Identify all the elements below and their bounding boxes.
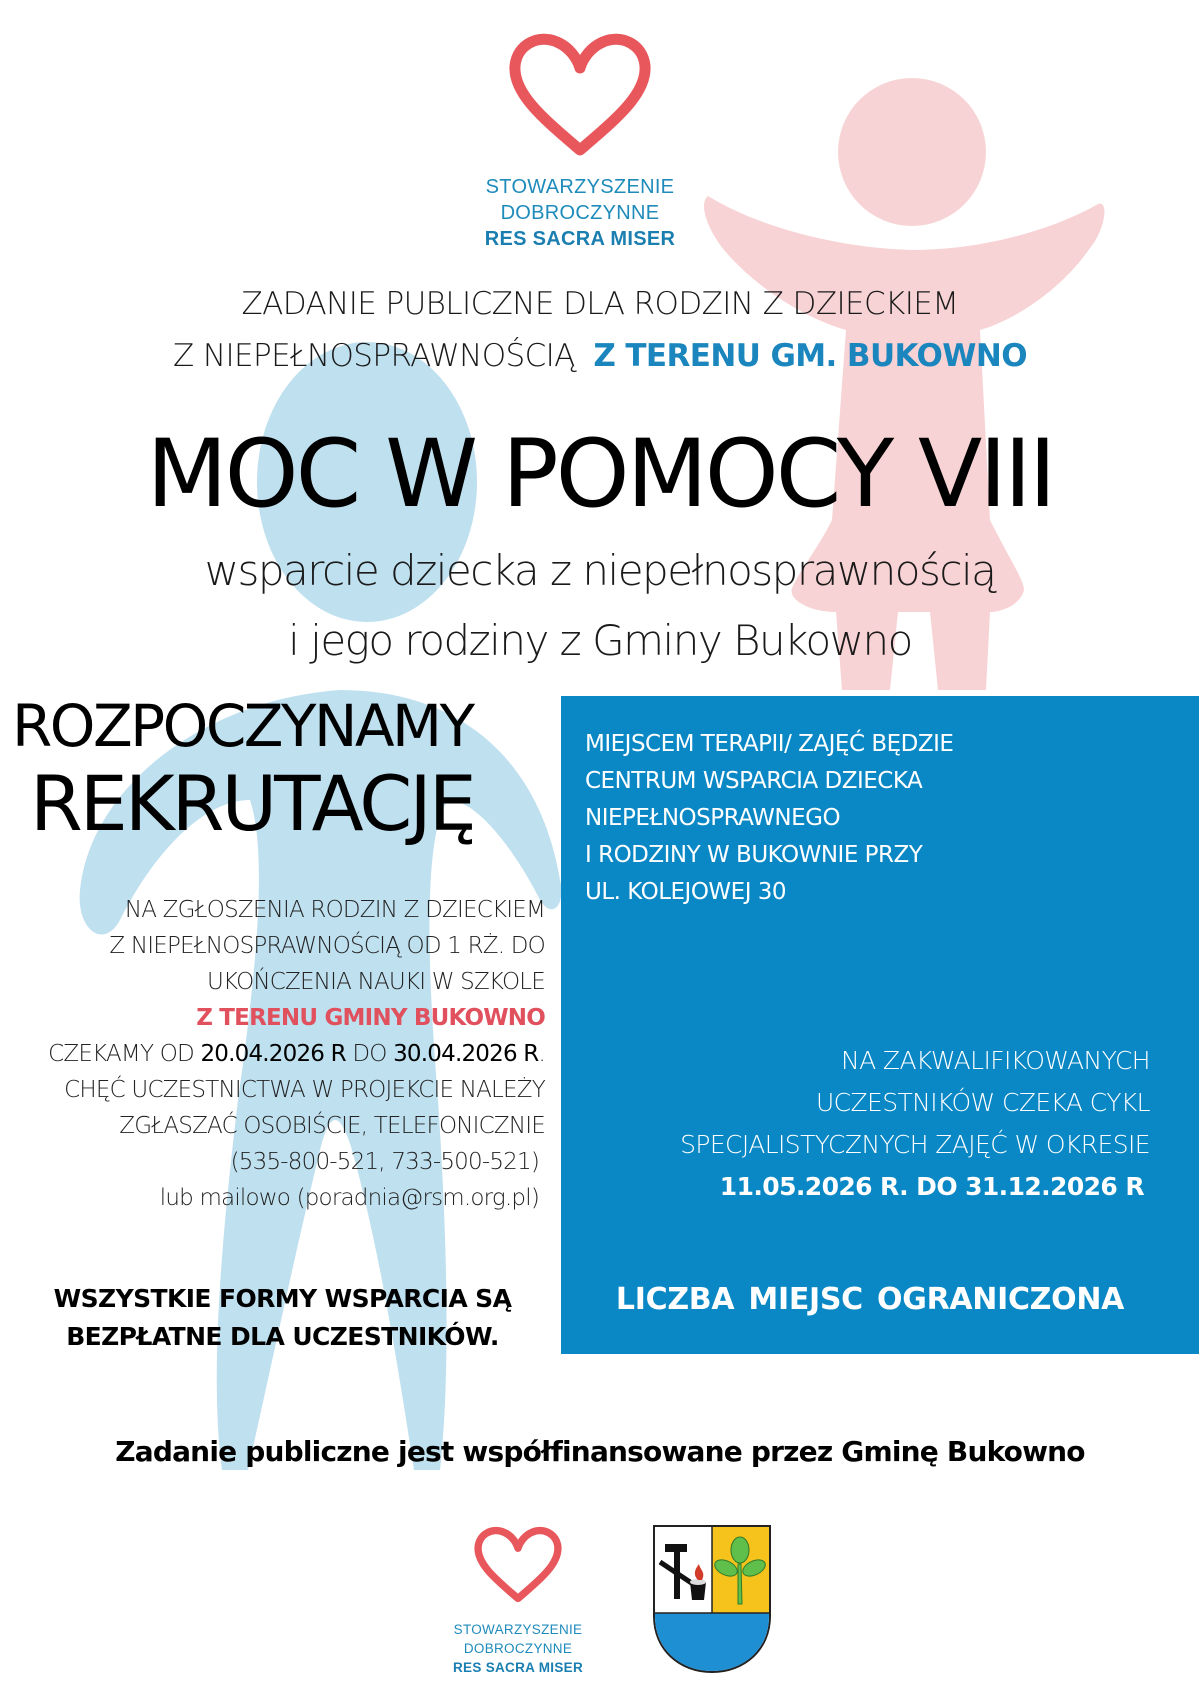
- heart-outline-icon: [505, 32, 655, 162]
- wait-prefix: CZEKAMY OD: [48, 1041, 194, 1067]
- intro-line2-plain: Z NIEPEŁNOSPRAWNOŚCIĄ: [173, 338, 575, 374]
- therapy-location: [585, 726, 1185, 911]
- subtitle-line2: i jego rodziny z Gminy Bukowno: [288, 616, 912, 665]
- cycle-line: NA ZAKWALIFIKOWANYCH: [840, 1046, 1150, 1075]
- cycle-line: UCZESTNIKÓW CZEKA CYKL: [815, 1088, 1150, 1117]
- date-from: 20.04.2026 R: [200, 1041, 346, 1067]
- limited-places-note: LICZBA MIEJSC OGRANICZONA: [615, 1282, 1125, 1317]
- org-name-line2: DOBROCZYNNE: [500, 202, 660, 224]
- recruitment-line2: REKRUTACJĘ: [30, 759, 474, 848]
- place-line: CENTRUM WSPARCIA DZIECKA: [585, 768, 923, 794]
- intro-line1: ZADANIE PUBLICZNE DLA RODZIN Z DZIECKIEM: [241, 286, 959, 322]
- free-note-line1: WSZYSTKIE FORMY WSPARCIA SĄ: [53, 1284, 512, 1313]
- date-to: 30.04.2026 R: [393, 1041, 539, 1067]
- free-note-line2: BEZPŁATNE DLA UCZESTNIKÓW.: [66, 1322, 499, 1351]
- details-line3: UKOŃCZENIA NAUKI W SZKOLE: [207, 969, 545, 995]
- intro-line2: [0, 330, 1200, 382]
- place-line: MIEJSCEM TERAPII/ ZAJĘĆ BĘDZIE: [585, 731, 954, 757]
- cofinancing-note: Zadanie publiczne jest współfinansowane przez Gminę Bukowno: [115, 1435, 1085, 1468]
- place-line: NIEPEŁNOSPRAWNEGO: [585, 805, 841, 831]
- org-name-line3: RES SACRA MISER: [452, 1660, 583, 1675]
- details-line1: NA ZGŁOSZENIA RODZIN Z DZIECKIEM: [124, 897, 545, 923]
- org-name-line2: DOBROCZYNNE: [463, 1641, 573, 1656]
- subtitle: [0, 536, 1200, 676]
- details-line2: Z NIEPEŁNOSPRAWNOŚCIĄ OD 1 RŻ. DO: [109, 933, 545, 959]
- heart-outline-icon: [472, 1526, 564, 1606]
- phone-numbers: (535-800-521, 733-500-521): [230, 1149, 539, 1175]
- intro-text: [0, 278, 1200, 382]
- therapy-cycle: [580, 1040, 1150, 1208]
- org-name-line3: RES SACRA MISER: [484, 228, 676, 250]
- details-line7: ZGŁASZAĆ OSOBIŚCIE, TELEFONICZNIE: [119, 1113, 545, 1139]
- org-logo-top: [460, 32, 700, 252]
- details-area-highlight: Z TERENU GMINY BUKOWNO: [196, 1005, 545, 1031]
- recruitment-heading: [12, 690, 542, 846]
- wait-mid: DO: [352, 1041, 387, 1067]
- cycle-line: SPECJALISTYCZNYCH ZAJĘĆ W OKRESIE: [680, 1130, 1150, 1159]
- recruitment-details: [20, 892, 545, 1216]
- email-line: lub mailowo (poradnia@rsm.org.pl): [159, 1185, 539, 1211]
- page-title: MOC W POMOCY VIII: [146, 420, 1054, 529]
- place-line: UL. KOLEJOWEJ 30: [585, 879, 787, 905]
- details-line6: CHĘĆ UCZESTNICTWA W PROJEKCIE NALEŻY: [64, 1077, 545, 1103]
- subtitle-line1: wsparcie dziecka z niepełnosprawnością: [204, 546, 996, 595]
- intro-line2-highlight: Z TERENU GM. BUKOWNO: [593, 338, 1027, 374]
- place-line: I RODZINY W BUKOWNIE PRZY: [585, 842, 923, 868]
- cycle-dates: 11.05.2026 R. DO 31.12.2026 R: [719, 1172, 1144, 1201]
- org-name-line1: STOWARZYSZENIE: [485, 176, 675, 198]
- org-logo-bottom: [438, 1526, 598, 1677]
- recruitment-line1: ROZPOCZYNAMY: [12, 692, 473, 760]
- free-support-note: [20, 1280, 545, 1356]
- org-name-line1: STOWARZYSZENIE: [453, 1622, 583, 1637]
- details-dates-line: [20, 1036, 545, 1072]
- bukowno-coat-of-arms-icon: [652, 1524, 772, 1674]
- wait-suffix: .: [538, 1041, 545, 1067]
- bukowno-coat-of-arms: [652, 1524, 772, 1674]
